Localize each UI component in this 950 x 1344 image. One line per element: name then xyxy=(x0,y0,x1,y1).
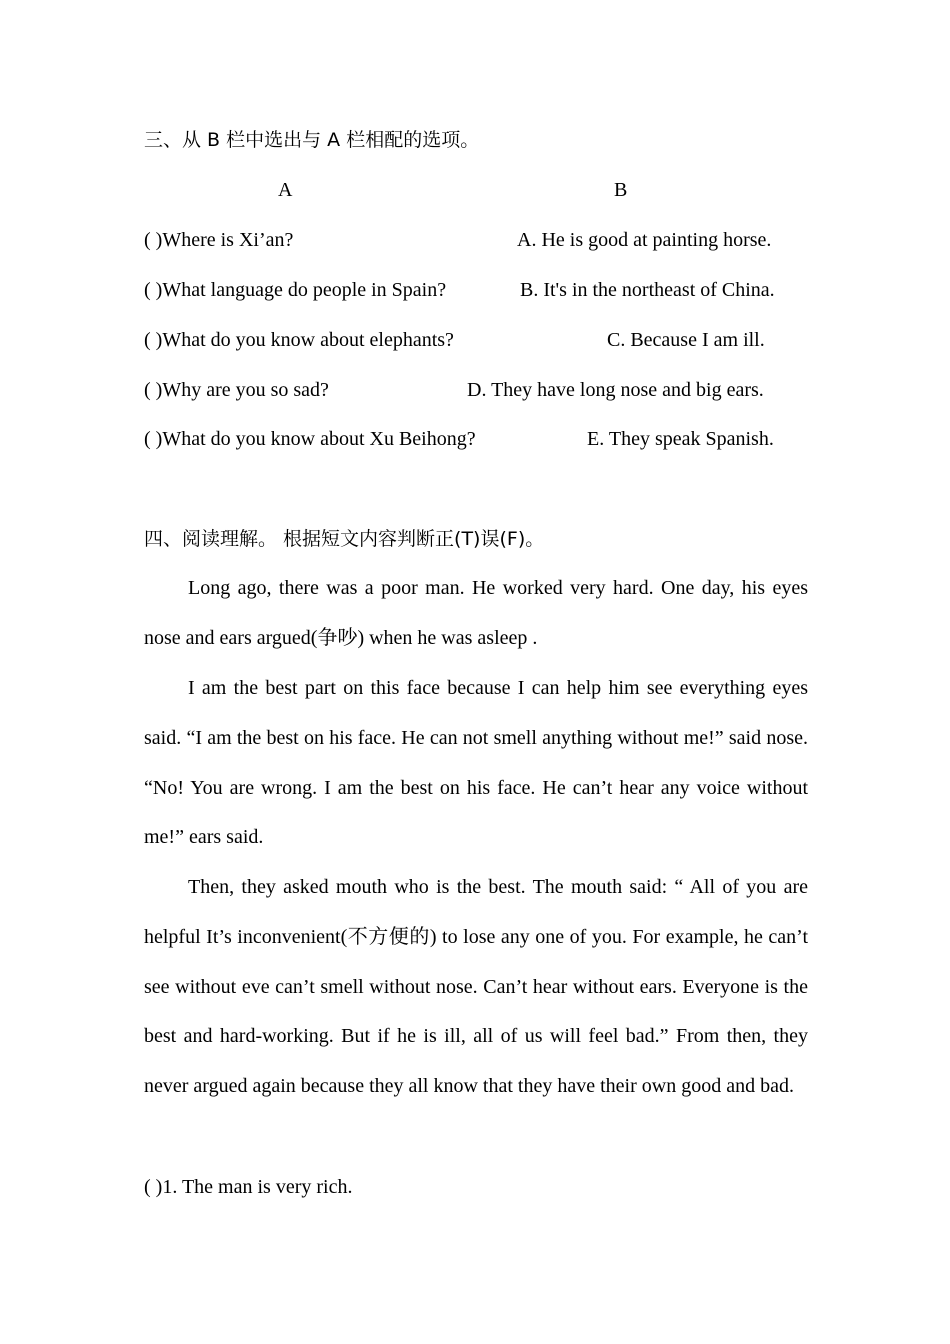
match-question: ( )What do you know about elephants? xyxy=(144,329,454,351)
match-question: ( )Where is Xi’an? xyxy=(144,229,294,251)
match-row-2 xyxy=(144,275,808,305)
match-answer: A. He is good at painting horse. xyxy=(517,229,772,251)
section-3-heading: 三、从 B 栏中选出与 A 栏相配的选项。 xyxy=(144,129,480,151)
reading-paragraph-1: Long ago, there was a poor man. He worked very hard. One day, his eyes nose and ears argued(争吵) when he was asleep . xyxy=(144,577,808,649)
column-b-header: B xyxy=(614,179,628,201)
match-answer: C. Because I am ill. xyxy=(607,329,765,351)
section-4-heading: 四、阅读理解。 根据短文内容判断正(T)误(F)。 xyxy=(144,528,545,550)
match-answer: E. They speak Spanish. xyxy=(587,428,774,450)
match-question: ( )Why are you so sad? xyxy=(144,379,329,401)
match-row-1 xyxy=(144,225,808,255)
column-a-header: A xyxy=(278,179,293,201)
reading-paragraph-2: I am the best part on this face because I can help him see everything eyes said. “I am the best on his face. He can not smell anything without me!” said nose. “No! You are wrong. I am the best on his face. He can’t hear any voice without me!” ears said. xyxy=(144,677,808,849)
reading-paragraph-3: Then, they asked mouth who is the best. The mouth said: “ All of you are helpful It’s inconvenient(不方便的) to lose any one of you. For example, he can’t see without eve can’t smell without nose. Can’t hear without ears. Everyone is the best and hard-working. But if he is ill, all of us will feel bad.” From then, they never argued again because they all know that they have their own good and bad. xyxy=(144,876,808,1098)
match-answer: B. It's in the northeast of China. xyxy=(520,279,775,301)
match-question: ( )What do you know about Xu Beihong? xyxy=(144,428,476,450)
match-question: ( )What language do people in Spain? xyxy=(144,279,447,301)
question-1: ( )1. The man is very rich. xyxy=(144,1176,353,1198)
match-row-5 xyxy=(144,424,808,454)
match-row-4 xyxy=(144,375,808,405)
match-answer: D. They have long nose and big ears. xyxy=(467,379,764,401)
match-row-3 xyxy=(144,325,808,355)
